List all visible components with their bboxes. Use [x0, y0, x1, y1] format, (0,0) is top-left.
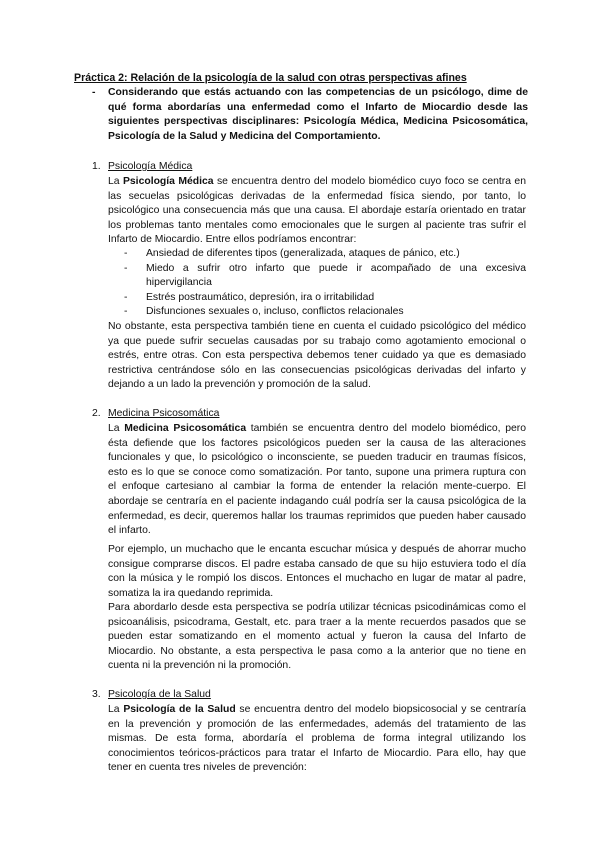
- document-title: Práctica 2: Relación de la psicología de la salud con otras perspectivas afines: [74, 72, 467, 84]
- section-1-bullet-list: [124, 247, 526, 320]
- question-marker: -: [92, 87, 96, 98]
- section-2-number: 2.: [92, 408, 101, 419]
- section-3-paragraph-1: La Psicología de la Salud se encuentra dentro del modelo biopsicosocial y se centraría en la prevención y promoción de las enfermedades, además del tratamiento de las mismas. De esta forma, abordaría el problema de forma integral utilizando los conocimientos teóricos-prácticos para tratar el Infarto de Miocardio. Para ello, hay que tener en cuenta tres niveles de prevención:: [108, 704, 526, 774]
- list-item: - Miedo a sufrir otro infarto que puede ir acompañado de una excesiva hipervigilancia: [124, 262, 526, 289]
- section-2-paragraph-3: Para abordarlo desde esta perspectiva se podría utilizar técnicas psicodinámicas como el psicoanálisis, psicodrama, Gestalt, etc. para traer a la mente recuerdos pasados que se pueden estar somatizando en el momento actual y fueron la causa del Infarto de Miocardio. No obstante, a esta perspectiva le pasa como a la anterior que no tiene en cuenta ni la prevención ni la promoción.: [108, 602, 526, 672]
- section-2-paragraph-1: La Medicina Psicosomática también se encuentra dentro del modelo biomédico, pero ésta defiende que los factores psicológicos pueden ser la causa de las alteraciones funcionales y que, lo psicológico o inconsciente, se pueden traducir en traumas físicos, esto es lo que se conoce como somatización. Por tanto, supone una primera ruptura con el enfoque cartesiano al cambiar la forma de entender la relación mente-cuerpo. El abordaje se centraría en el paciente indagando cuál podría ser la causa psicológica de la enfermedad, es decir, queremos hallar los traumas reprimidos que pueden haber causado el infarto.: [108, 423, 526, 537]
- section-2-term: Medicina Psicosomática: [124, 423, 247, 434]
- question-text: Considerando que estás actuando con las competencias de un psicólogo, dime de qué forma abordarías una enfermedad como el Infarto de Miocardio desde las siguientes perspectivas disciplinares: Psicología Médica, Medicina Psicosomática, Psicología de la Salud y Medicina del Comportamiento.: [108, 87, 528, 142]
- list-item: - Estrés postraumático, depresión, ira o irritabilidad: [124, 291, 375, 303]
- section-1-title: Psicología Médica: [108, 161, 193, 172]
- section-3-title: Psicología de la Salud: [108, 689, 211, 700]
- section-2-title: Medicina Psicosomática: [108, 408, 220, 419]
- list-item: - Disfunciones sexuales o, incluso, conflictos relacionales: [124, 306, 404, 318]
- section-3-number: 3.: [92, 689, 101, 700]
- section-1-term: Psicología Médica: [122, 176, 214, 187]
- section-1-paragraph-2: No obstante, esta perspectiva también tiene en cuenta el cuidado psicológico del médico ya que puede sufrir secuelas causadas por su trabajo como agotamiento emocional o estrés, entre otras. Con esta perspectiva debemos tener cuidado ya que es demasiado restrictiva centrándose sólo en las consecuencias psicológicas derivadas del infarto y dejando a un lado la prevención y promoción de la salud.: [108, 321, 526, 391]
- list-item: - Ansiedad de diferentes tipos (generalizada, ataques de pánico, etc.): [124, 248, 460, 259]
- section-2-paragraph-2: Por ejemplo, un muchacho que le encanta escuchar música y después de ahorrar mucho consigue comprarse discos. El padre estaba cansado de que su hijo estuviera todo el día con la música y le rompió los discos. Entonces el muchacho en lugar de matar al padre, somatiza la ira quedando reprimida.: [108, 544, 526, 599]
- section-3-term: Psicología de la Salud: [123, 704, 236, 715]
- section-1-paragraph-1: La Psicología Médica se encuentra dentro del modelo biomédico cuyo foco se centra en las secuelas psicológicas derivadas de la enfermedad física siendo, por tanto, lo psicológico una consecuencia más que una causa. El abordaje estaría orientado en tratar los problemas tanto mentales como emocionales que le surgen al paciente tras sufrir el Infarto de Miocardio. Entre ellos podríamos encontrar:: [108, 176, 526, 246]
- section-1-number: 1.: [92, 161, 101, 172]
